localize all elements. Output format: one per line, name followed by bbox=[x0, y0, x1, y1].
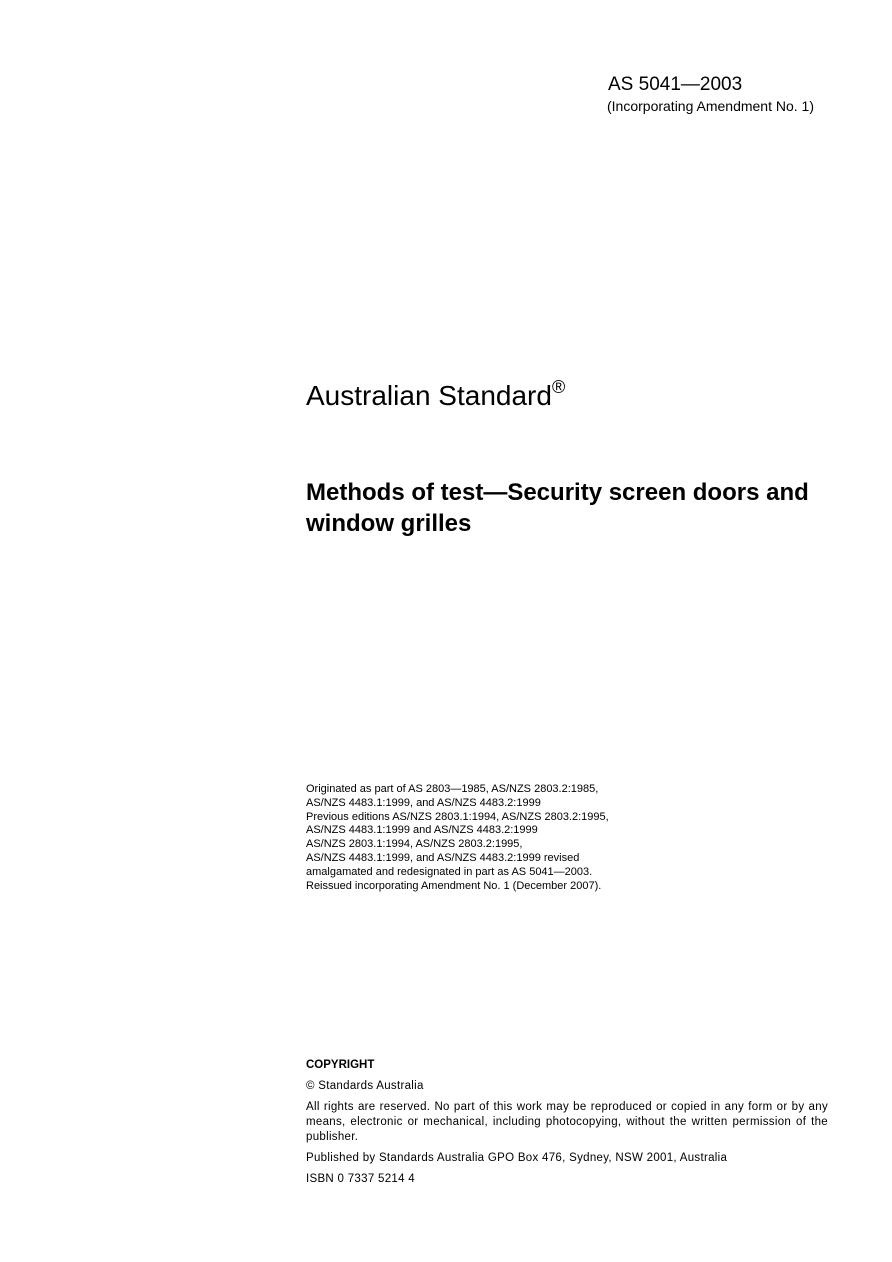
rights-statement: All rights are reserved. No part of this work may be reproduced or copied in any form or by any means, electronic or mechanical, including photocopying, without the written permission of the publisher. bbox=[306, 1101, 828, 1143]
isbn: ISBN 0 7337 5214 4 bbox=[306, 1173, 415, 1185]
history-line: Reissued incorporating Amendment No. 1 (December 2007). bbox=[306, 879, 602, 892]
publication-history bbox=[306, 783, 609, 893]
history-line: Originated as part of AS 2803—1985, AS/NZS 2803.2:1985, bbox=[306, 783, 599, 795]
standard-type-label: Australian Standard bbox=[306, 380, 552, 411]
copyright-holder: © Standards Australia bbox=[306, 1080, 424, 1092]
document-title: Methods of test—Security screen doors and window grilles bbox=[306, 479, 809, 537]
amendment-note: (Incorporating Amendment No. 1) bbox=[607, 98, 814, 114]
history-line: AS/NZS 4483.1:1999, and AS/NZS 4483.2:1999 revised bbox=[306, 851, 580, 864]
standard-number: AS 5041—2003 bbox=[608, 74, 743, 95]
copyright-heading: COPYRIGHT bbox=[306, 1059, 375, 1071]
history-line: amalgamated and redesignated in part as AS 5041—2003. bbox=[306, 865, 593, 878]
history-line: AS/NZS 2803.1:1994, AS/NZS 2803.2:1995, bbox=[306, 838, 523, 851]
standard-type bbox=[306, 376, 565, 416]
copyright-block bbox=[306, 1058, 828, 1193]
registered-mark: ® bbox=[551, 376, 566, 397]
publisher-line: Published by Standards Australia GPO Box 476, Sydney, NSW 2001, Australia bbox=[306, 1152, 728, 1164]
history-line: AS/NZS 4483.1:1999 and AS/NZS 4483.2:1999 bbox=[306, 824, 538, 837]
history-line: Previous editions AS/NZS 2803.1:1994, AS/NZS 2803.2:1995, bbox=[306, 810, 609, 823]
history-line: AS/NZS 4483.1:1999, and AS/NZS 4483.2:1999 bbox=[306, 796, 541, 809]
